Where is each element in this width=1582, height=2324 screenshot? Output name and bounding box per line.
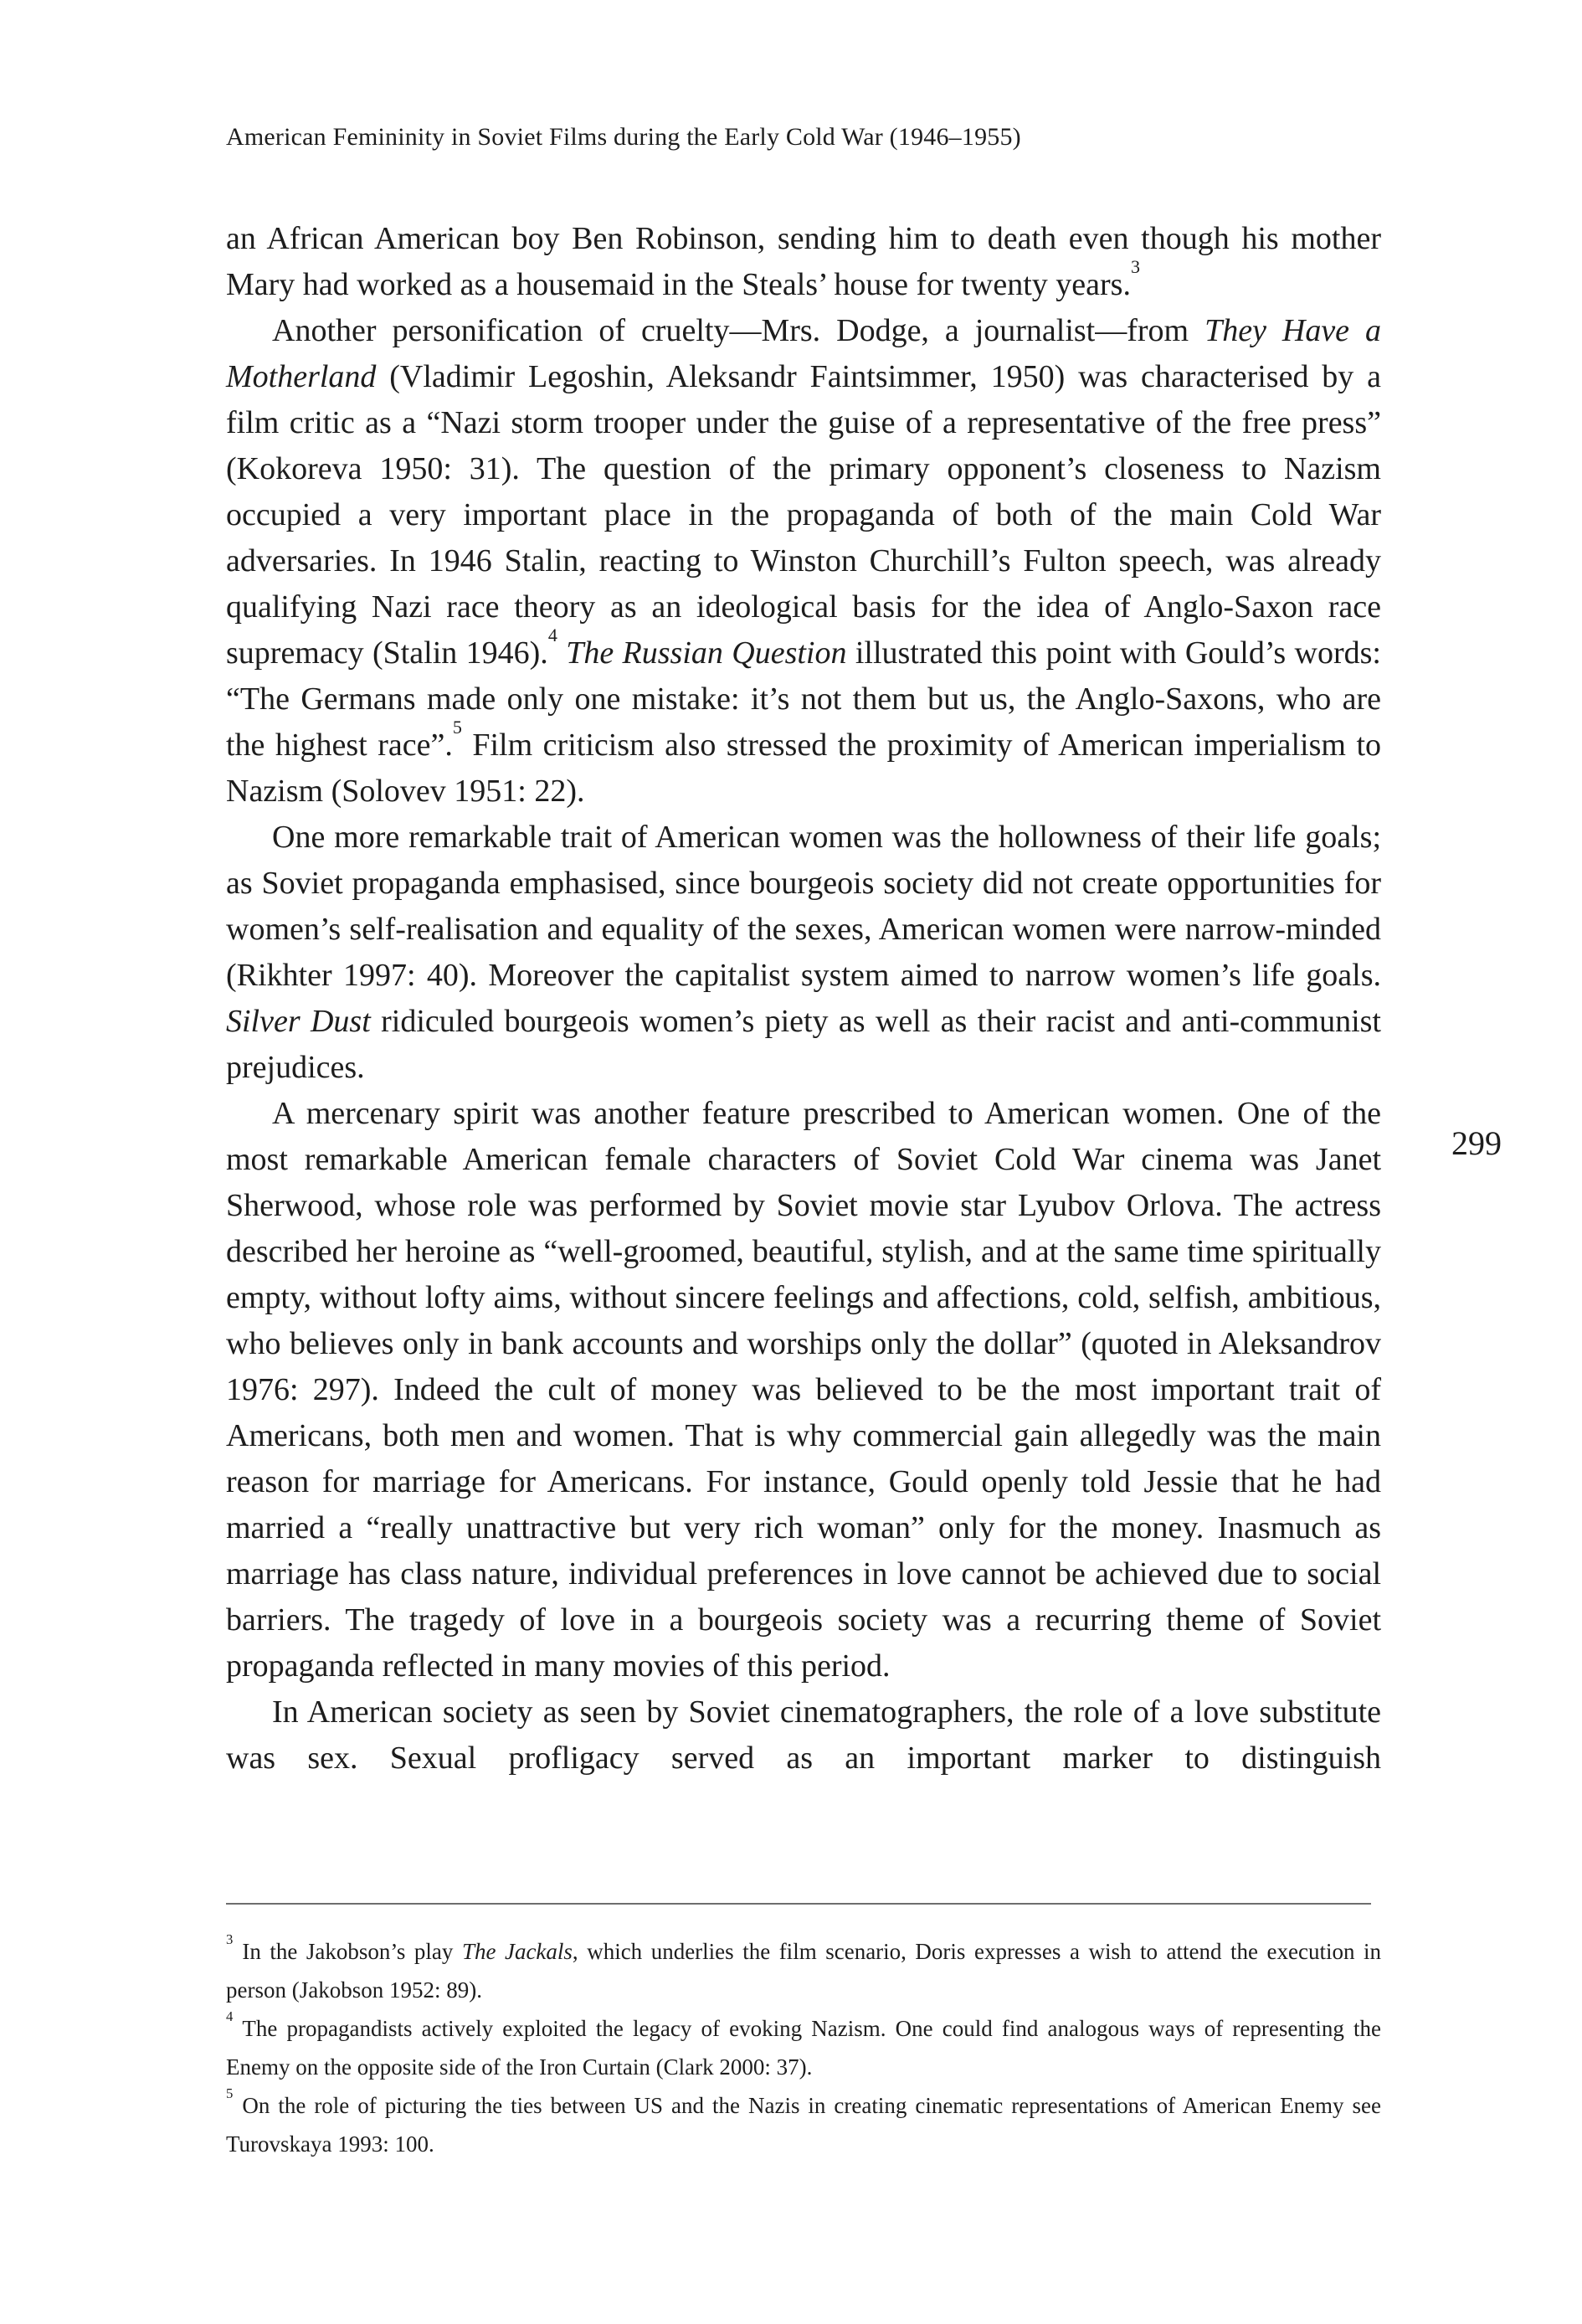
text-run: One more remarkable trait of American women was the hollowness of their life goals; as Soviet propaganda emphasised, since bourgeois society did not create opportunities for women’s self-realisation and equality of the sexes, American women were narrow-minded (Rikhter 1997: 40). Moreover the capitalist system aimed to narrow women’s life goals. [226,820,1381,993]
paragraph [226,308,1381,815]
body-text [226,216,1381,1782]
footnote-marker-3: 3 [226,1931,234,1947]
text-run: , which underlies the film scenario, Doris expresses a wish to attend the execution in person (Jakobson 1952: 89). [226,1939,1381,2003]
text-run: illustrated this point with Gould’s words: “The Germans made only one mistake: it’s not them but us, the Anglo-Saxons, who are the highest race”. [226,635,1381,763]
film-title-they-have-a-motherland: They Have a Motherland [226,313,1381,394]
text-run: The propagandists actively exploited the legacy of evoking Nazism. One could find analogous ways of representing the Enemy on the opposite side of the Iron Curtain (Clark 2000: 37). [226,2016,1381,2080]
text-run: an African American boy Ben Robinson, sending him to death even though his mother Mary had worked as a housemaid in the Steals’ house for twenty years. [226,221,1381,302]
text-run: Another personification of cruelty—Mrs. Dodge, a journalist—from [272,313,1205,348]
footnote-4 [226,2009,1381,2086]
footnote-marker-5: 5 [226,2085,234,2101]
footnote-ref-5: 5 [452,717,462,738]
footnote-marker-4: 4 [226,2008,234,2024]
text-run: A mercenary spirit was another feature prescribed to American women. One of the most remarkable American female characters of Soviet Cold War cinema was Janet Sherwood, whose role was performed by Soviet movie star Lyubov Orlova. The actress described her heroine as “well-groomed, beautiful, stylish, and at the same time spiritually empty, without lofty aims, without sincere feelings and affections, cold, selfish, ambitious, who believes only in bank accounts and worships only the dollar” (quoted in Aleksandrov 1976: 297). Indeed the cult of money was believed to be the most important trait of Americans, both men and women. That is why commercial gain allegedly was the main reason for marriage for Americans. For instance, Gould openly told Jessie that he had married a “really unattractive but very rich woman” only for the money. Inasmuch as marriage has class nature, individual preferences in love cannot be achieved due to social barriers. The tragedy of love in a bourgeois society was a recurring theme of Soviet propaganda reflected in many movies of this period. [226,1096,1381,1684]
paragraph [226,1689,1381,1782]
paragraph-continuation [226,216,1381,308]
paragraph [226,1091,1381,1689]
film-title-silver-dust: Silver Dust [226,1004,371,1039]
play-title-the-jackals: The Jackals [461,1939,573,1964]
paragraph [226,815,1381,1091]
text-run: (Vladimir Legoshin, Aleksandr Faintsimmer, 1950) was characterised by a film critic as a “Nazi storm trooper under the guise of a representative of the free press” (Kokoreva 1950: 31). The question of the primary opponent’s closeness to Nazism occupied a very important place in the propaganda of both of the main Cold War adversaries. In 1946 Stalin, reacting to Winston Churchill’s Fulton speech, was already qualifying Nazi race theory as an ideological basis for the idea of Anglo-Saxon race supremacy (Stalin 1946). [226,359,1381,671]
footnote-separator-rule [226,1903,1371,1905]
footnote-ref-3: 3 [1130,256,1140,278]
film-title-the-russian-question: The Russian Question [557,635,847,671]
text-run: In the Jakobson’s play [242,1939,462,1964]
footnote-ref-4: 4 [547,625,557,646]
footnotes [226,1932,1381,2163]
text-run: ridiculed bourgeois women’s piety as well as their racist and anti-communist prejudices. [226,1004,1381,1085]
text-run: On the role of picturing the ties between US and the Nazis in creating cinematic representations of American Enemy see Turovskaya 1993: 100. [226,2093,1381,2157]
page-number: 299 [1451,1124,1502,1162]
running-head: American Femininity in Soviet Films during the Early Cold War (1946–1955) [226,123,1021,151]
footnote-5 [226,2086,1381,2163]
text-run: Film criticism also stressed the proximity of American imperialism to Nazism (Solovev 1951: 22). [226,728,1382,809]
text-run: In American society as seen by Soviet cinematographers, the role of a love substitute was sex. Sexual profligacy served as an important marker to distinguish [226,1694,1381,1776]
footnote-3 [226,1932,1381,2009]
